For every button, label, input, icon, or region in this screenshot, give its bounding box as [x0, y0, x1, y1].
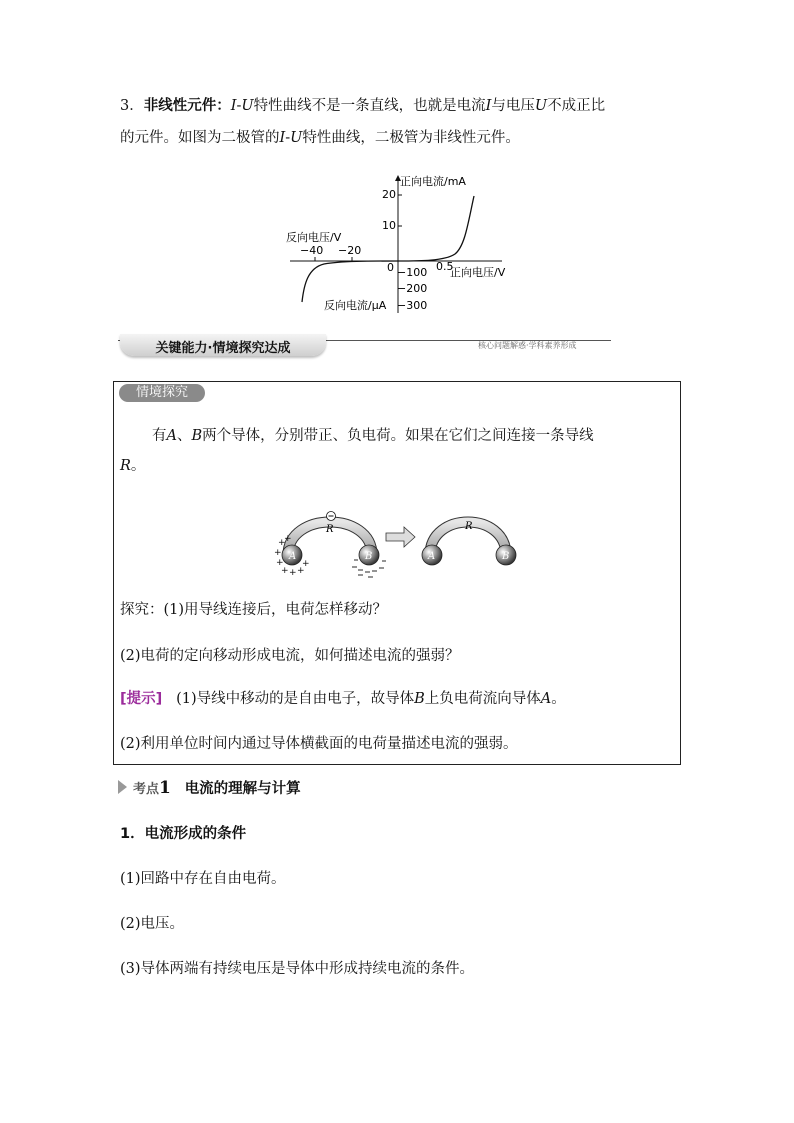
section1-item-3: (3)导体两端有持续电压是导体中形成持续电流的条件。	[120, 961, 475, 977]
kaodian-arrow-icon	[118, 780, 127, 794]
question-2: (2)电荷的定向移动形成电流，如何描述电流的强弱？	[120, 648, 460, 664]
diode-iu-graph	[280, 168, 520, 318]
hint-label: [提示]	[120, 691, 163, 707]
svg-text:+: +	[289, 568, 297, 578]
var-u: U	[290, 130, 303, 146]
text: 不成正比	[547, 98, 606, 114]
y-pos-axis-label: 正向电流/mA	[400, 175, 466, 188]
forward-curve	[398, 196, 474, 261]
y-tick-neg200: −200	[397, 282, 428, 295]
var-i: I	[279, 130, 286, 146]
section-banner	[120, 334, 326, 356]
dash: -	[236, 98, 242, 114]
kaodian-title: 电流的理解与计算	[184, 781, 301, 797]
var-i: I	[230, 98, 237, 114]
svg-text:+: +	[302, 559, 310, 569]
intro-line2	[120, 456, 145, 476]
text: 。	[130, 458, 146, 474]
y-tick-10: 10	[382, 219, 396, 232]
text: 与电压	[491, 98, 535, 114]
para3-line2	[120, 128, 520, 148]
scenario-pill: 情境探究	[119, 384, 205, 402]
conductor-figure	[272, 505, 522, 580]
y-tick-20: 20	[382, 188, 396, 201]
text: 。	[551, 691, 566, 707]
var-b: B	[414, 691, 425, 707]
var-i: I	[485, 98, 492, 114]
text: 两个导体，分别带正、负电荷。如果在它们之间连接一条导线	[202, 428, 594, 444]
answer-1	[120, 689, 566, 709]
label-a-right: A	[428, 551, 436, 562]
question-1: 探究：(1)用导线连接后，电荷怎样移动？	[120, 602, 388, 618]
x-tick-neg40: −40	[300, 244, 324, 257]
var-u: U	[241, 98, 254, 114]
text: 上负电荷流向导体	[424, 691, 541, 707]
var-a: A	[540, 691, 552, 707]
para3-line1	[120, 96, 605, 116]
reverse-curve	[302, 261, 398, 302]
origin-label: 0	[387, 261, 394, 274]
wire-label-left: R	[326, 524, 334, 535]
svg-text:+: +	[274, 548, 282, 558]
text: (1)导线中移动的是自由电子，故导体	[176, 691, 415, 707]
var-a: A	[166, 428, 177, 444]
label-a-left: A	[289, 551, 297, 562]
label-b-left: B	[365, 551, 373, 562]
var-u: U	[534, 98, 548, 114]
y-neg-axis-label: 反向电流/μA	[324, 299, 387, 312]
x-tick-neg20: −20	[338, 244, 362, 257]
kaodian-heading	[133, 778, 301, 800]
x-neg-axis-label: 反向电压/V	[286, 231, 342, 244]
svg-text:+: +	[284, 534, 292, 544]
y-tick-neg100: −100	[397, 266, 428, 279]
svg-text:+: +	[281, 566, 289, 576]
text: 特性曲线，二极管为非线性元件。	[302, 130, 520, 146]
term-label: 非线性元件：	[143, 98, 231, 114]
item-number: 3．	[120, 98, 144, 114]
wire-label-right: R	[465, 521, 473, 532]
section1-heading: 1．电流形成的条件	[120, 826, 247, 842]
section1-item-2: (2)电压。	[120, 916, 185, 932]
section1-item-1: (1)回路中存在自由电荷。	[120, 871, 286, 887]
text: 有	[152, 428, 167, 444]
y-tick-neg300: −300	[397, 299, 428, 312]
text: 特性曲线不是一条直线，也就是电流	[253, 98, 486, 114]
svg-text:+: +	[276, 558, 284, 568]
x-pos-axis-label: 正向电压/V	[450, 266, 506, 279]
dash: -	[285, 130, 291, 146]
banner-subtitle: 核心问题解惑·学科素养形成	[478, 341, 577, 350]
var-r: R	[120, 458, 131, 474]
svg-text:+: +	[297, 566, 305, 576]
text: 、	[176, 428, 192, 444]
intro-line1	[152, 426, 594, 446]
kaodian-number: 1	[159, 778, 171, 798]
x-tick-0-5: 0.5	[436, 260, 454, 273]
answer-2: (2)利用单位时间内通过导体横截面的电荷量描述电流的强弱。	[120, 736, 518, 752]
svg-text:+: +	[278, 538, 286, 548]
kaodian-label: 考点	[133, 782, 160, 797]
transition-arrow-icon	[386, 527, 415, 547]
banner-title: 关键能力·情境探究达成	[155, 341, 291, 356]
text: 的元件。如图为二极管的	[120, 130, 280, 146]
label-b-right: B	[502, 551, 510, 562]
var-b: B	[191, 428, 203, 444]
